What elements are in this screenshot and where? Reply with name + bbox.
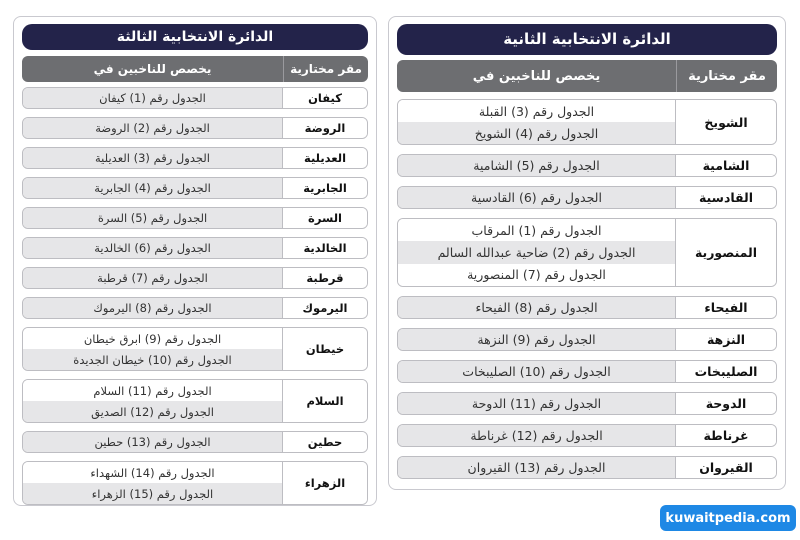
table-list bbox=[23, 88, 282, 108]
table-cell: الجدول رقم (10) خيطان الجديدة bbox=[23, 349, 282, 370]
table-cell: الجدول رقم (11) الدوحة bbox=[398, 393, 675, 414]
table-cell: الجدول رقم (8) اليرموك bbox=[23, 298, 282, 318]
district3-header-tables: يخصص للناخبين في bbox=[93, 62, 212, 76]
region-name: المنصورية bbox=[675, 219, 776, 286]
table-row bbox=[397, 360, 777, 383]
region-name: النزهة bbox=[675, 329, 776, 350]
table-list bbox=[23, 208, 282, 228]
table-list bbox=[398, 425, 675, 446]
table-list bbox=[23, 432, 282, 452]
table-cell: الجدول رقم (10) الصليبخات bbox=[398, 361, 675, 382]
table-row bbox=[22, 461, 368, 505]
table-cell: الجدول رقم (13) القيروان bbox=[398, 457, 675, 478]
table-row bbox=[22, 327, 368, 371]
table-list bbox=[398, 297, 675, 318]
table-row bbox=[22, 297, 368, 319]
region-name: القادسية bbox=[675, 187, 776, 208]
table-list bbox=[398, 187, 675, 208]
district3-rows bbox=[22, 87, 368, 513]
table-row bbox=[22, 431, 368, 453]
region-name: الدوحة bbox=[675, 393, 776, 414]
table-cell: الجدول رقم (4) الشويخ bbox=[398, 122, 675, 144]
table-list bbox=[398, 329, 675, 350]
district3-header-region: مقر مختارية bbox=[283, 56, 368, 82]
table-list bbox=[398, 393, 675, 414]
region-name: الروضة bbox=[282, 118, 367, 138]
district3-panel bbox=[13, 16, 377, 506]
table-list bbox=[23, 380, 282, 422]
table-row bbox=[22, 87, 368, 109]
table-list bbox=[398, 361, 675, 382]
table-row bbox=[22, 237, 368, 259]
district2-rows bbox=[397, 99, 777, 488]
district2-panel bbox=[388, 16, 786, 490]
table-cell: الجدول رقم (3) القبلة bbox=[398, 100, 675, 122]
table-list bbox=[23, 148, 282, 168]
region-name: خيطان bbox=[282, 328, 367, 370]
region-name: الخالدية bbox=[282, 238, 367, 258]
table-cell: الجدول رقم (2) ضاحية عبدالله السالم bbox=[398, 241, 675, 263]
table-row bbox=[22, 147, 368, 169]
region-name: الشويخ bbox=[675, 100, 776, 144]
region-name: اليرموك bbox=[282, 298, 367, 318]
table-row bbox=[22, 207, 368, 229]
table-row bbox=[397, 456, 777, 479]
table-row bbox=[397, 99, 777, 145]
region-name: الفيحاء bbox=[675, 297, 776, 318]
table-cell: الجدول رقم (1) كيفان bbox=[23, 88, 282, 108]
table-list bbox=[398, 100, 675, 144]
table-cell: الجدول رقم (12) الصديق bbox=[23, 401, 282, 422]
table-row bbox=[22, 117, 368, 139]
table-row bbox=[22, 267, 368, 289]
table-list bbox=[398, 219, 675, 286]
table-cell: الجدول رقم (12) غرناطة bbox=[398, 425, 675, 446]
district2-title: الدائرة الانتخابية الثانية bbox=[397, 24, 777, 55]
table-row bbox=[397, 218, 777, 287]
brand-watermark: kuwaitpedia.com bbox=[660, 505, 796, 531]
table-cell: الجدول رقم (7) قرطبة bbox=[23, 268, 282, 288]
table-row bbox=[397, 328, 777, 351]
region-name: السلام bbox=[282, 380, 367, 422]
table-row bbox=[397, 424, 777, 447]
table-row bbox=[397, 392, 777, 415]
table-cell: الجدول رقم (13) حطين bbox=[23, 432, 282, 452]
table-list bbox=[23, 268, 282, 288]
region-name: العديلية bbox=[282, 148, 367, 168]
district3-header bbox=[22, 56, 368, 82]
table-cell: الجدول رقم (6) الخالدية bbox=[23, 238, 282, 258]
table-cell: الجدول رقم (9) ابرق خيطان bbox=[23, 328, 282, 349]
table-list bbox=[23, 118, 282, 138]
table-list bbox=[398, 155, 675, 176]
table-cell: الجدول رقم (8) الفيحاء bbox=[398, 297, 675, 318]
district2-header-region: مقر مختارية bbox=[676, 60, 777, 92]
region-name: القيروان bbox=[675, 457, 776, 478]
region-name: كيفان bbox=[282, 88, 367, 108]
table-cell: الجدول رقم (2) الروضة bbox=[23, 118, 282, 138]
table-row bbox=[22, 379, 368, 423]
region-name: قرطبة bbox=[282, 268, 367, 288]
district2-header bbox=[397, 60, 777, 92]
table-cell: الجدول رقم (15) الزهراء bbox=[23, 483, 282, 504]
district3-title: الدائرة الانتخابية الثالثة bbox=[22, 24, 368, 50]
table-cell: الجدول رقم (5) الشامية bbox=[398, 155, 675, 176]
table-list bbox=[23, 178, 282, 198]
table-cell: الجدول رقم (5) السرة bbox=[23, 208, 282, 228]
region-name: حطين bbox=[282, 432, 367, 452]
region-name: الصليبخات bbox=[675, 361, 776, 382]
table-row bbox=[22, 177, 368, 199]
table-row bbox=[397, 296, 777, 319]
table-cell: الجدول رقم (4) الجابرية bbox=[23, 178, 282, 198]
region-name: الشامية bbox=[675, 155, 776, 176]
table-cell: الجدول رقم (6) القادسية bbox=[398, 187, 675, 208]
table-cell: الجدول رقم (11) السلام bbox=[23, 380, 282, 401]
table-cell: الجدول رقم (7) المنصورية bbox=[398, 264, 675, 286]
table-cell: الجدول رقم (3) العديلية bbox=[23, 148, 282, 168]
table-list bbox=[398, 457, 675, 478]
region-name: الزهراء bbox=[282, 462, 367, 504]
table-list bbox=[23, 238, 282, 258]
table-list bbox=[23, 298, 282, 318]
table-list bbox=[23, 328, 282, 370]
table-row bbox=[397, 186, 777, 209]
region-name: غرناطة bbox=[675, 425, 776, 446]
region-name: السرة bbox=[282, 208, 367, 228]
table-cell: الجدول رقم (1) المرقاب bbox=[398, 219, 675, 241]
table-row bbox=[397, 154, 777, 177]
district2-header-tables: يخصص للناخبين في bbox=[472, 68, 601, 84]
table-list bbox=[23, 462, 282, 504]
table-cell: الجدول رقم (9) النزهة bbox=[398, 329, 675, 350]
region-name: الجابرية bbox=[282, 178, 367, 198]
table-cell: الجدول رقم (14) الشهداء bbox=[23, 462, 282, 483]
